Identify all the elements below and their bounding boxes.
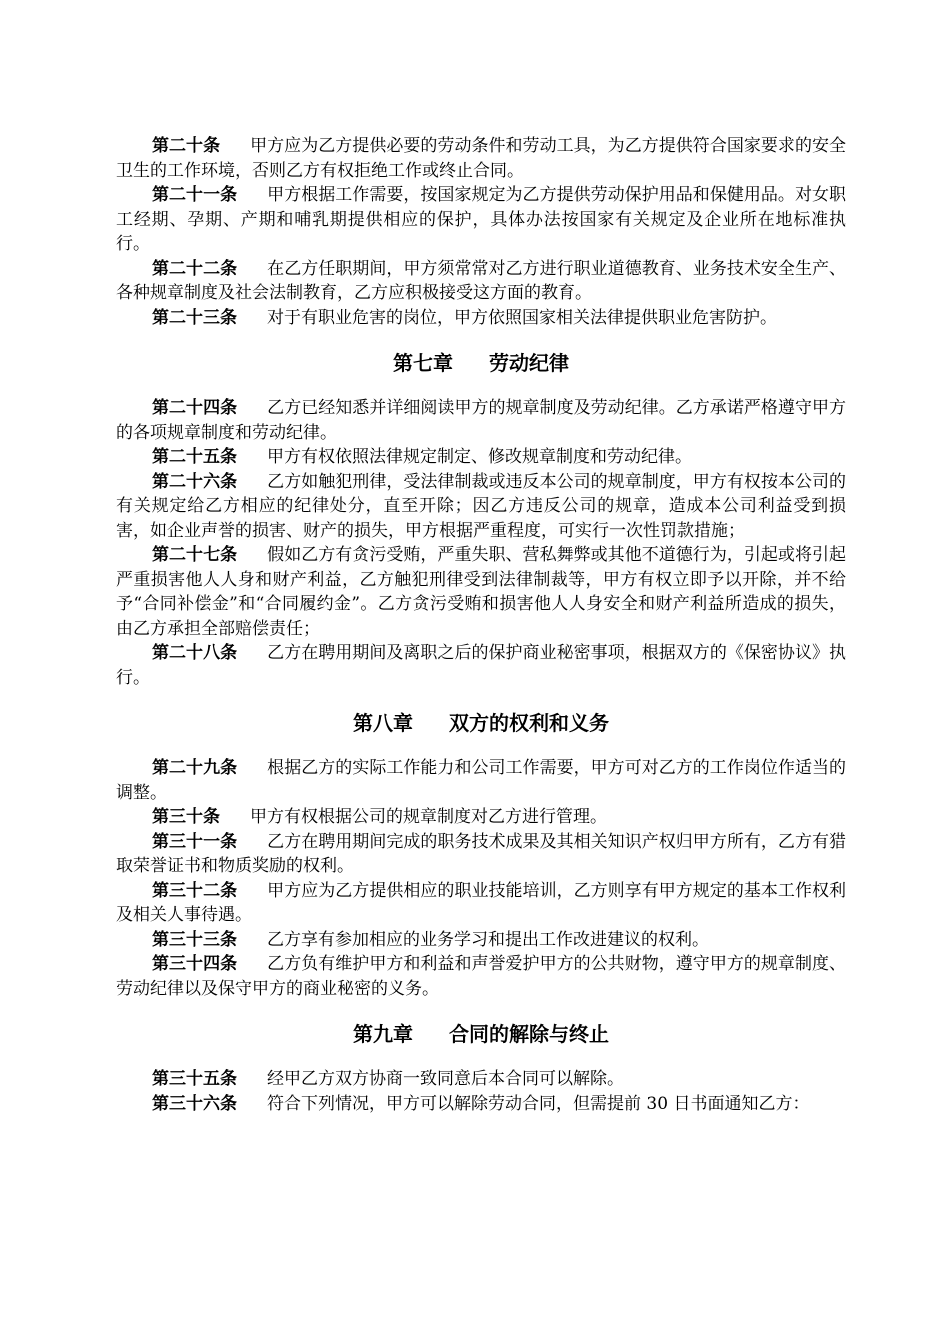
article-number: 第二十六条 <box>152 471 238 492</box>
chapter-number: 第七章 <box>393 351 453 375</box>
chapter-heading <box>116 1019 846 1049</box>
article <box>116 1067 846 1092</box>
article <box>116 257 846 306</box>
article-text: 乙方负有维护甲方和利益和声誉爱护甲方的公共财物，遵守甲方的规章制度、劳动纪律以及保守甲方的商业秘密的义务。 <box>116 954 847 999</box>
article <box>116 445 846 470</box>
article-text: 根据乙方的实际工作能力和公司工作需要，甲方可对乙方的工作岗位作适当的调整。 <box>116 758 847 803</box>
article-number: 第三十二条 <box>152 880 238 901</box>
article <box>116 756 846 805</box>
article-number: 第二十七条 <box>152 545 238 565</box>
article <box>116 396 846 445</box>
chapter-number: 第八章 <box>353 711 413 735</box>
article-number: 第二十一条 <box>152 185 238 205</box>
article-number: 第二十四条 <box>152 398 238 418</box>
article-text: 经甲乙方双方协商一致同意后本合同可以解除。 <box>267 1069 624 1089</box>
section-articles-20-23 <box>116 134 846 330</box>
chapter-heading <box>116 348 846 378</box>
section-chapter-9 <box>116 1067 846 1116</box>
chapter-title: 劳动纪律 <box>489 351 569 375</box>
article <box>116 805 846 830</box>
chapter-title: 合同的解除与终止 <box>449 1022 609 1046</box>
article-number: 第二十条 <box>152 136 221 156</box>
document-body <box>116 134 846 1116</box>
article-number: 第二十九条 <box>152 758 238 778</box>
article-number: 第三十条 <box>152 807 220 827</box>
article-text: 甲方有权依照法律规定制定、修改规章制度和劳动纪律。 <box>267 447 692 467</box>
article-text: 假如乙方有贪污受贿，严重失职、营私舞弊或其他不道德行为，引起或将引起严重损害他人人身和财产利益，乙方触犯刑律受到法律制裁等，甲方有权立即予以开除，并不给予“合同补偿金”和“合同履约金”。乙方贪污受贿和损害他人人身安全和财产利益所造成的损失，由乙方承担全部赔偿责任； <box>116 545 847 639</box>
article-text: 乙方在聘用期间及离职之后的保护商业秘密事项，根据双方的《保密协议》执行。 <box>116 643 847 688</box>
article-number: 第三十四条 <box>152 954 238 974</box>
article-text: 符合下列情况，甲方可以解除劳动合同，但需提前 30 日书面通知乙方： <box>267 1093 810 1114</box>
section-chapter-8 <box>116 756 846 1001</box>
article-number: 第二十二条 <box>152 258 238 279</box>
article <box>116 134 846 183</box>
chapter-title: 双方的权利和义务 <box>449 711 609 735</box>
article <box>116 928 846 953</box>
article <box>116 830 846 879</box>
article-text: 乙方已经知悉并详细阅读甲方的规章制度及劳动纪律。乙方承诺严格遵守甲方的各项规章制度和劳动纪律。 <box>116 398 847 443</box>
article-text: 乙方如触犯刑律，受法律制裁或违反本公司的规章制度，甲方有权按本公司的有关规定给乙方相应的纪律处分，直至开除；因乙方违反公司的规章，造成本公司利益受到损害，如企业声誉的损害、财产的损失，甲方根据严重程度，可实行一次性罚款措施； <box>116 471 847 541</box>
article-text: 乙方在聘用期间完成的职务技术成果及其相关知识产权归甲方所有，乙方有猎取荣誉证书和物质奖励的权利。 <box>116 831 847 876</box>
article <box>116 641 846 690</box>
article-number: 第二十八条 <box>152 643 238 663</box>
article-text: 甲方应为乙方提供必要的劳动条件和劳动工具，为乙方提供符合国家要求的安全卫生的工作环境，否则乙方有权拒绝工作或终止合同。 <box>116 136 847 181</box>
article-text: 甲方根据工作需要，按国家规定为乙方提供劳动保护用品和保健用品。对女职工经期、孕期、产期和哺乳期提供相应的保护，具体办法按国家有关规定及企业所在地标准执行。 <box>116 185 847 254</box>
article <box>116 306 846 331</box>
article-number: 第二十三条 <box>152 307 237 328</box>
article-number: 第三十五条 <box>152 1069 237 1089</box>
article-number: 第三十六条 <box>152 1093 237 1114</box>
article <box>116 183 846 257</box>
article-number: 第三十一条 <box>152 831 238 852</box>
article <box>116 470 846 544</box>
chapter-number: 第九章 <box>353 1022 413 1046</box>
article-number: 第二十五条 <box>152 447 237 467</box>
article-text: 对于有职业危害的岗位，甲方依照国家相关法律提供职业危害防护。 <box>267 307 777 328</box>
chapter-heading <box>116 708 846 738</box>
article-number: 第三十三条 <box>152 929 237 950</box>
article <box>116 1092 846 1117</box>
article-text: 甲方应为乙方提供相应的职业技能培训，乙方则享有甲方规定的基本工作权利及相关人事待遇。 <box>116 880 847 925</box>
article-text: 甲方有权根据公司的规章制度对乙方进行管理。 <box>250 807 607 827</box>
article <box>116 543 846 641</box>
article-text: 乙方享有参加相应的业务学习和提出工作改进建议的权利。 <box>267 929 709 950</box>
article <box>116 879 846 928</box>
article <box>116 952 846 1001</box>
section-chapter-7 <box>116 396 846 690</box>
article-text: 在乙方任职期间，甲方须常常对乙方进行职业道德教育、业务技术安全生产、各种规章制度及社会法制教育，乙方应积极接受这方面的教育。 <box>116 258 847 303</box>
